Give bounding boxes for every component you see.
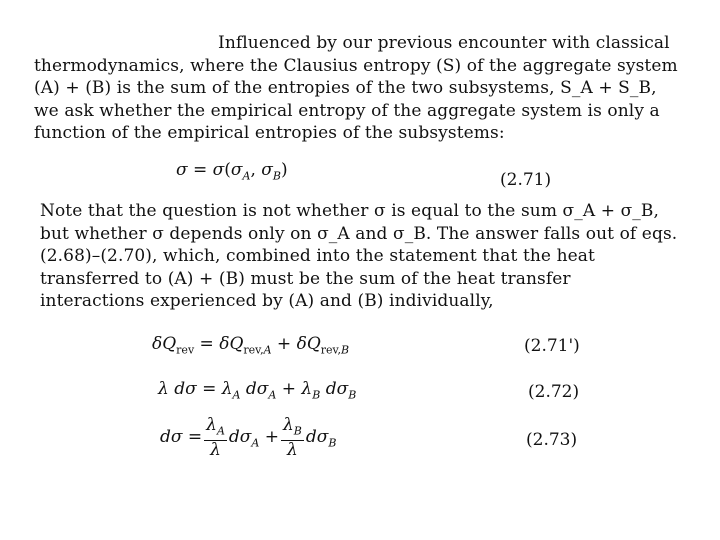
paragraph-1: Influenced by our previous encounter with classical thermodynamics, where the Clausius entropy (S) of the aggregate system (A) + (B) is the sum of the entropies of the two subsystems, S_A + S_B, we ask whether the empirical entropy of the aggregate system is only a function of the empirical entropies of the subsystems: [34,33,678,143]
equation-number-2-71-prime: (2.71') [524,336,580,356]
equation-2-71-prime: $\delta Q_{rev} = \delta Q_{rev,A} + \delta Q_{rev,B}$ [152,334,350,357]
equation-2-72: λ $d\sigma = \lambda_A$ $d\sigma_A + \lambda_B$ $d\sigma_B$ [158,379,357,402]
paragraph-2: Note that the question is not whether σ is equal to the sum σ_A + σ_B, but whether σ depends only on σ_A and σ_B. The answer falls out of eqs. (2.68)–(2.70), which, combined into the statement that the heat transferred to (A) + (B) must be the sum of the heat transfer interactions experienced by (A) and (B) individually, [40,201,678,311]
equation-2-73: dσ = $\frac{\lambda_A}{\lambda}$ $d\sigma_A$ + $\frac{\lambda_B}{\lambda}$ $d\sigma_B$ [160,415,337,461]
fraction-lambda-b: $\frac{\lambda_B}{\lambda}$ [283,415,302,461]
equation-number-2-71: (2.71) [500,170,552,190]
equation-2-71: $\sigma = \sigma(\sigma_A$, $\sigma_B$) [176,160,288,183]
fraction-lambda-a: $\frac{\lambda_A}{\lambda}$ [206,415,225,461]
equation-number-2-72: (2.72) [528,382,580,402]
equation-number-2-73: (2.73) [526,430,578,450]
